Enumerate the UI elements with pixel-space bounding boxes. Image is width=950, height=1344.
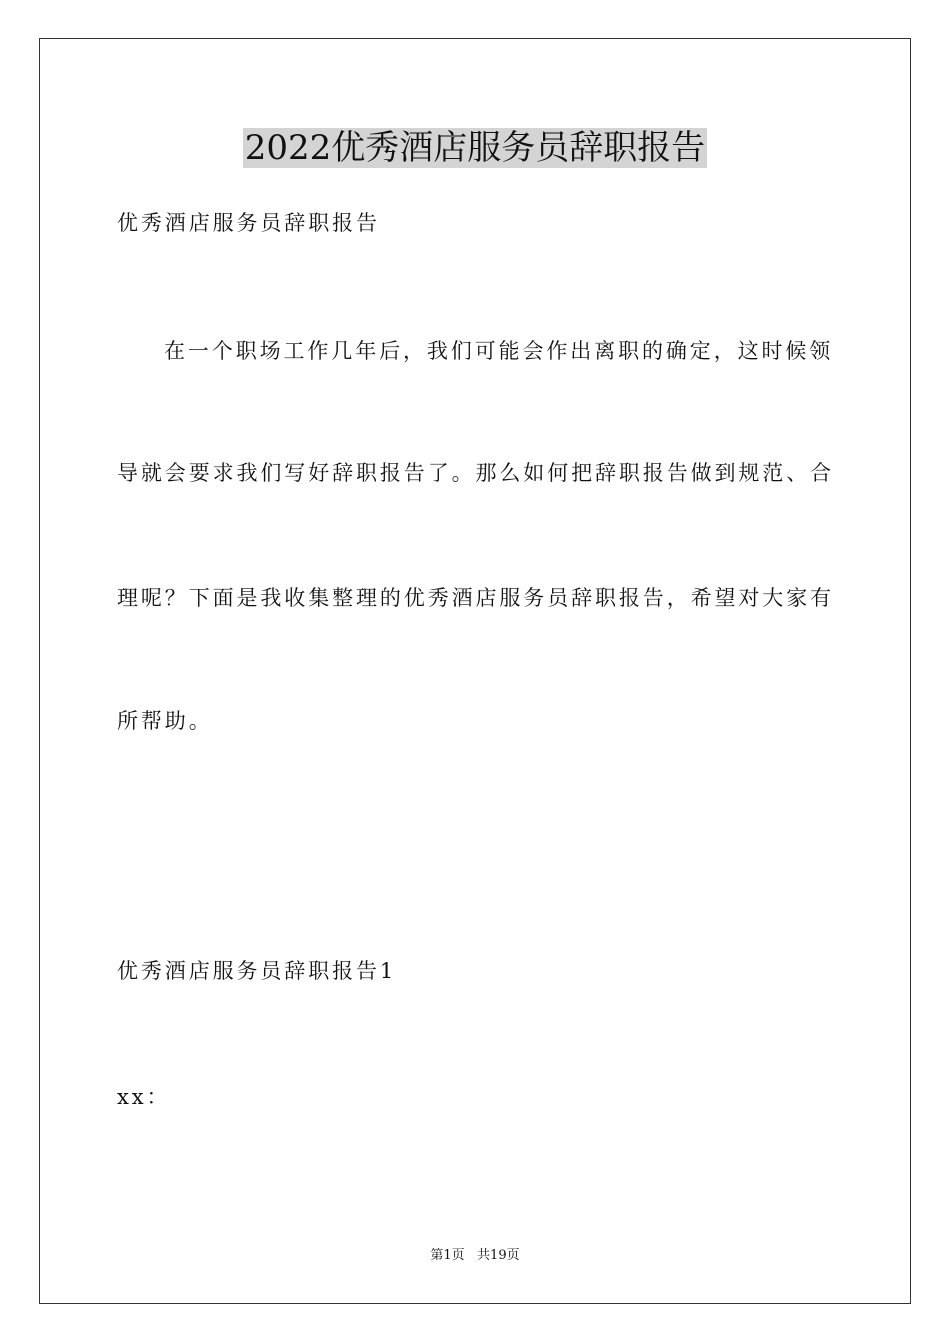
document-title — [0, 124, 950, 172]
intro-line-1: 在一个职场工作几年后，我们可能会作出离职的确定，这时候领 — [164, 339, 834, 363]
document-title-text: 2022优秀酒店服务员辞职报告 — [244, 128, 706, 168]
intro-line-2: 导就会要求我们写好辞职报告了。那么如何把辞职报告做到规范、合 — [117, 461, 834, 485]
intro-line-3: 理呢？下面是我收集整理的优秀酒店服务员辞职报告，希望对大家有 — [117, 586, 834, 610]
document-subtitle: 优秀酒店服务员辞职报告 — [117, 211, 380, 235]
section-heading: 优秀酒店服务员辞职报告1 — [117, 959, 397, 983]
page-number-footer: 第1页 共19页 — [430, 1248, 520, 1263]
salutation: xx： — [117, 1085, 171, 1109]
intro-line-4: 所帮助。 — [117, 709, 213, 733]
